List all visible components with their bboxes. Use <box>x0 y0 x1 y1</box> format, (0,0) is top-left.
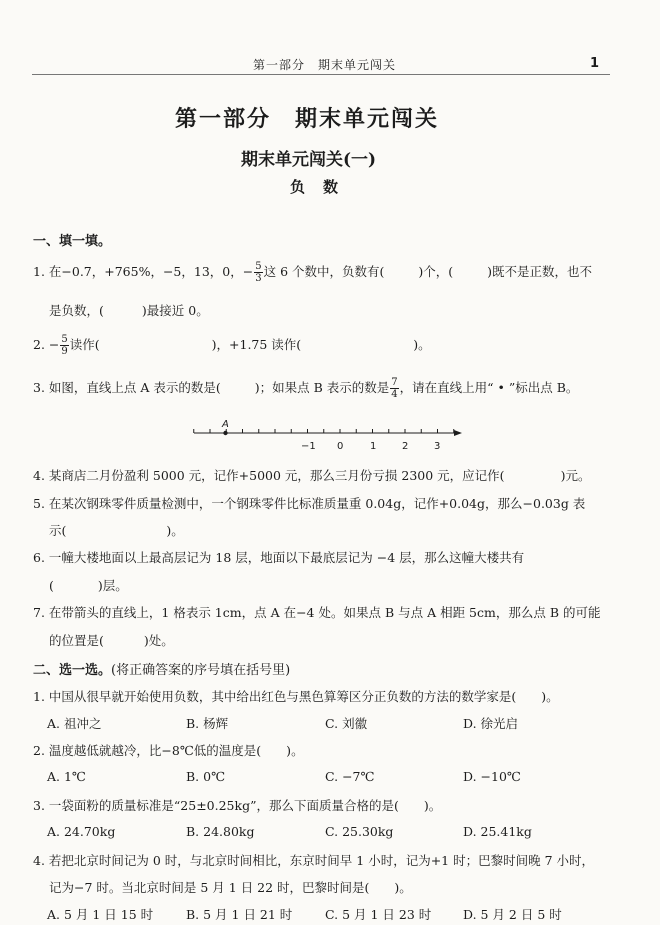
q1-fraction-numerator: 5 <box>255 261 262 272</box>
tick-label-3: 3 <box>434 441 441 452</box>
header-rule <box>32 74 610 75</box>
mc2-option-d[interactable]: D. −10℃ <box>463 769 521 784</box>
question-6-line-1: 6. 一幢大楼地面以上最高层记为 18 层，地面以下最底层记为 −4 层，那么这幢大楼共有 <box>33 550 525 565</box>
q2-text-b: 读作( <box>69 337 100 352</box>
question-5-line-2 <box>49 521 184 539</box>
mc3-option-a[interactable]: A. 24.70kg <box>47 824 116 839</box>
question-6-line-2 <box>49 576 128 594</box>
part-title: 第一部分 期末单元闯关 <box>175 106 440 132</box>
q2-fraction <box>60 334 68 357</box>
q1-text-c: )个，( <box>418 264 454 279</box>
number-line[interactable] <box>188 412 468 456</box>
number-line-ticks <box>194 429 454 433</box>
mc1-option-c[interactable]: C. 刘徽 <box>325 716 368 731</box>
question-5-line-1: 5. 在某次钢珠零件质量检测中，一个钢珠零件比标准质量重 0.04g，记作+0.04g，那么−0.03g 表 <box>33 496 586 511</box>
question-7-line-2 <box>49 631 174 649</box>
question-1-line-1 <box>33 261 592 284</box>
mc4-option-d[interactable]: D. 5 月 2 日 5 时 <box>463 907 562 922</box>
section-2-title: 二、选一选。 <box>33 663 112 678</box>
q3-fraction-numerator: 7 <box>391 377 398 388</box>
q2-fraction-numerator: 5 <box>61 334 68 345</box>
q7-line2-b: )处。 <box>143 633 174 648</box>
q7-line2-a: 的位置是( <box>49 633 104 648</box>
mc2-option-b[interactable]: B. 0℃ <box>186 769 226 784</box>
q6-line2-b: )层。 <box>97 578 128 593</box>
q1-text-b: 这 6 个数中，负数有( <box>263 264 385 279</box>
point-a-label: A <box>222 419 229 430</box>
section-2-note: (将正确答案的序号填在括号里) <box>111 663 291 678</box>
mc1-option-d[interactable]: D. 徐光启 <box>463 716 519 731</box>
tick-label-1: 1 <box>370 441 377 452</box>
mc1-option-b[interactable]: B. 杨辉 <box>186 716 229 731</box>
mc-question-2: 2. 温度越低就越冷，比−8℃低的温度是( )。 <box>33 743 304 758</box>
q1-fraction-denominator: 3 <box>255 273 262 284</box>
mc2-option-a[interactable]: A. 1℃ <box>47 769 86 784</box>
mc4-option-c[interactable]: C. 5 月 1 日 23 时 <box>325 907 432 922</box>
q3-fraction <box>390 377 398 400</box>
mc1-option-a[interactable]: A. 祖冲之 <box>47 716 102 731</box>
q3-text-b: )；如果点 B 表示的数是 <box>254 380 390 395</box>
q1-text-a: 1. 在−0.7，+765%，−5，13，0，− <box>33 264 254 279</box>
mc3-option-b[interactable]: B. 24.80kg <box>186 824 255 839</box>
q2-fraction-denominator: 9 <box>61 346 68 357</box>
mc-question-3: 3. 一袋面粉的质量标准是“25±0.25kg”，那么下面质量合格的是( )。 <box>33 798 442 813</box>
tick-label-neg1: −1 <box>301 441 316 452</box>
number-line-arrow <box>454 430 462 436</box>
q2-text-a: 2. − <box>33 337 60 352</box>
question-3 <box>33 377 578 400</box>
q3-fraction-denominator: 4 <box>391 389 398 400</box>
mc3-option-c[interactable]: C. 25.30kg <box>325 824 394 839</box>
question-1-line-2 <box>49 301 209 319</box>
q2-text-d: )。 <box>413 337 431 352</box>
question-2 <box>33 334 431 357</box>
tick-label-2: 2 <box>402 441 409 452</box>
q4-text-a: 4. 某商店二月份盈利 5000 元，记作+5000 元，那么三月份亏损 2300 元，应记作( <box>33 468 505 483</box>
q5-line2-b: )。 <box>166 523 184 538</box>
q1-line2-b: )最接近 0。 <box>141 303 209 318</box>
unit-title: 期末单元闯关(一) <box>241 150 377 170</box>
section-1-heading: 一、填一填。 <box>33 234 112 249</box>
question-4 <box>33 466 590 484</box>
mc2-option-c[interactable]: C. −7℃ <box>325 769 375 784</box>
q3-text-c: ，请在直线上用“ • ”标出点 B。 <box>399 380 579 395</box>
topic-title: 负数 <box>290 178 357 196</box>
q5-line2-a: 示( <box>49 523 67 538</box>
q3-text-a: 3. 如图，直线上点 A 表示的数是( <box>33 380 221 395</box>
mc-question-4-line-1: 4. 若把北京时间记为 0 时，与北京时间相比，东京时间早 1 小时，记为+1 时；巴黎时间晚 7 小时， <box>33 853 595 868</box>
q4-text-b: )元。 <box>560 468 591 483</box>
q2-text-c: )，+1.75 读作( <box>211 337 302 352</box>
q1-fraction <box>254 261 262 284</box>
mc4-option-a[interactable]: A. 5 月 1 日 15 时 <box>47 907 154 922</box>
mc-question-4-line-2: 记为−7 时。当北京时间是 5 月 1 日 22 时，巴黎时间是( )。 <box>49 880 412 895</box>
tick-label-0: 0 <box>337 441 344 452</box>
mc4-option-b[interactable]: B. 5 月 1 日 21 时 <box>186 907 293 922</box>
question-7-line-1: 7. 在带箭头的直线上，1 格表示 1cm，点 A 在−4 处。如果点 B 与点 A 相距 5cm，那么点 B 的可能 <box>33 605 601 620</box>
q1-text-d: )既不是正数，也不 <box>487 264 593 279</box>
mc-question-1: 1. 中国从很早就开始使用负数，其中给出红色与黑色算筹区分正负数的方法的数学家是( )。 <box>33 689 559 704</box>
q1-line2-a: 是负数，( <box>49 303 104 318</box>
mc3-option-d[interactable]: D. 25.41kg <box>463 824 532 839</box>
page-number: 1 <box>590 56 600 71</box>
q6-line2-a: ( <box>49 578 54 593</box>
point-a-dot <box>223 431 227 435</box>
section-2-heading <box>33 659 290 678</box>
running-header: 第一部分 期末单元闯关 <box>253 58 397 72</box>
